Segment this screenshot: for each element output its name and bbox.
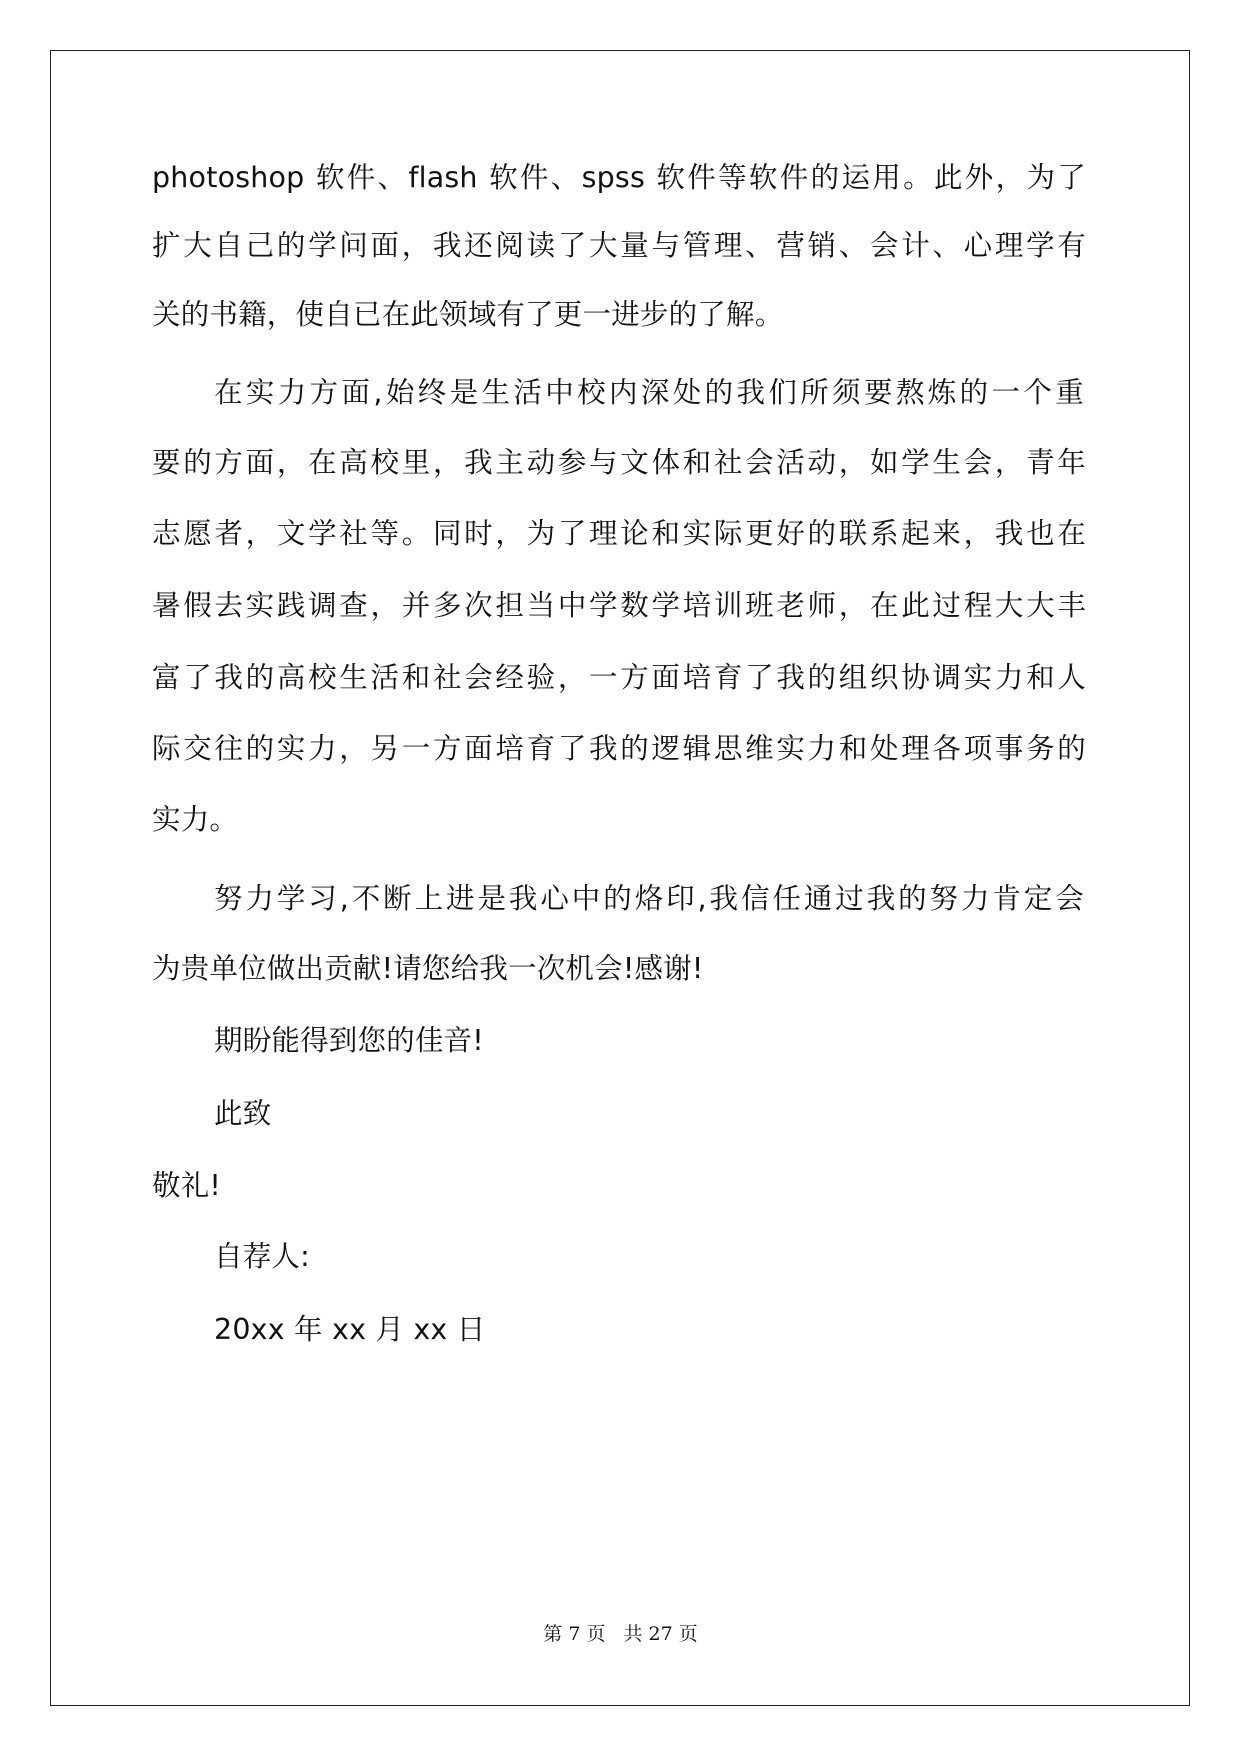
page-footer (0, 1622, 1241, 1646)
body-line: 际交往的实力，另一方面培育了我的逻辑思维实力和处理各项事务的 (152, 732, 1086, 765)
body-line: 实力。 (152, 803, 239, 836)
body-line: 在实力方面,始终是生活中校内深处的我们所须要熬炼的一个重 (214, 376, 1084, 409)
body-line: 为贵单位做出贡献!请您给我一次机会!感谢! (152, 952, 704, 985)
closing-wish: 期盼能得到您的佳音! (214, 1024, 484, 1057)
body-line: 要的方面，在高校里，我主动参与文体和社会活动，如学生会，青年 (152, 446, 1086, 479)
page-number: 第 7 页 (543, 1623, 606, 1645)
body-line: photoshop 软件、flash 软件、spss 软件等软件的运用。此外，为了 (152, 161, 1086, 194)
body-line: 扩大自己的学问面，我还阅读了大量与管理、营销、会计、心理学有 (152, 229, 1086, 262)
signature-label: 自荐人: (214, 1240, 310, 1273)
body-line: 努力学习,不断上进是我心中的烙印,我信任通过我的努力肯定会 (214, 882, 1084, 915)
body-line: 富了我的高校生活和社会经验，一方面培育了我的组织协调实力和人 (152, 661, 1086, 694)
body-line: 志愿者，文学社等。同时，为了理论和实际更好的联系起来，我也在 (152, 517, 1086, 550)
closing-salutation: 此致 (214, 1097, 272, 1130)
page-total: 共 27 页 (623, 1623, 698, 1645)
closing-regards: 敬礼! (152, 1169, 222, 1202)
body-line: 关的书籍，使自已在此领域有了更一进步的了解。 (152, 298, 784, 331)
date-line: 20xx 年 xx 月 xx 日 (214, 1313, 486, 1346)
body-line: 暑假去实践调查，并多次担当中学数学培训班老师，在此过程大大丰 (152, 589, 1086, 622)
